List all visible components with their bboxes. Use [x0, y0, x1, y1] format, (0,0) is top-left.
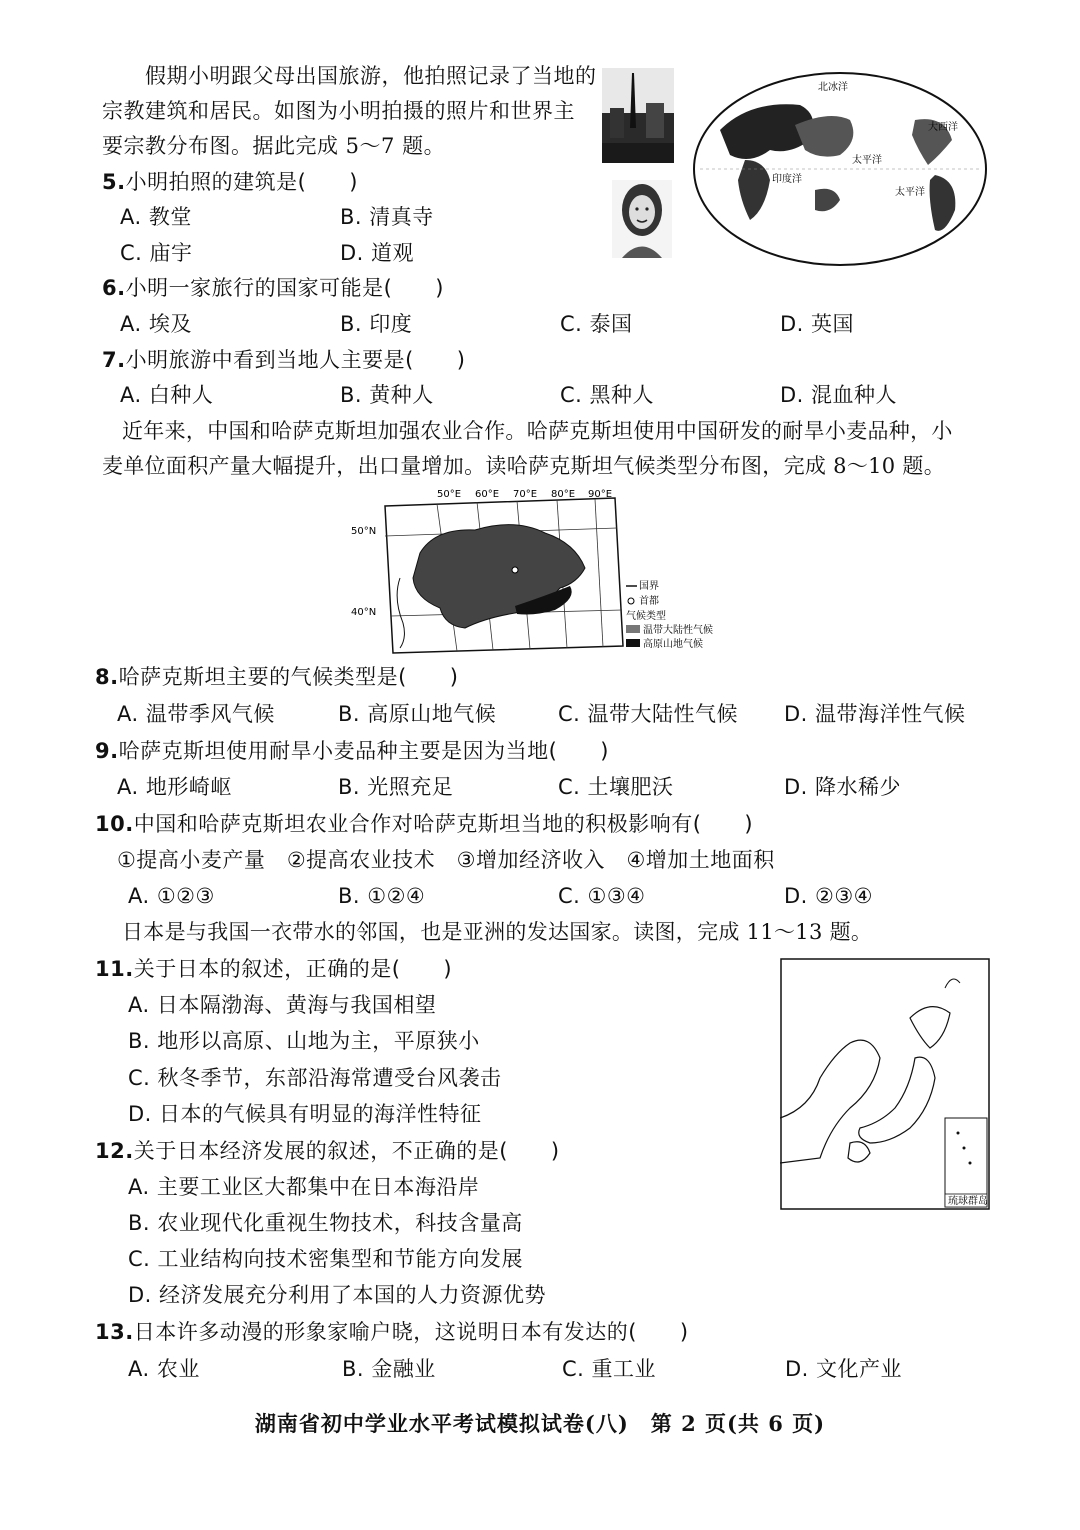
lon-label: 70°E: [513, 489, 538, 500]
question-text: 小明旅游中看到当地人主要是( ): [125, 348, 466, 372]
question-number: 11.: [95, 957, 134, 981]
map-legend: [626, 580, 713, 650]
option[interactable]: C. 温带大陆性气候: [558, 702, 739, 726]
option[interactable]: C. 泰国: [560, 312, 633, 336]
map-label: 太平洋: [852, 155, 882, 166]
intro-line: 宗教建筑和居民。如图为小明拍摄的照片和世界主: [102, 99, 575, 123]
option[interactable]: B. 印度: [340, 312, 413, 336]
option[interactable]: A. 温带季风气候: [117, 702, 275, 726]
question-text: 小明拍照的建筑是( ): [125, 170, 358, 194]
question-text: 日本许多动漫的形象家喻户晓，这说明日本有发达的( ): [133, 1320, 689, 1344]
question-number: 13.: [95, 1320, 134, 1344]
option[interactable]: D. 降水稀少: [784, 775, 902, 799]
option[interactable]: C. 黑种人: [560, 383, 655, 407]
option[interactable]: B. ①②④: [338, 884, 426, 908]
option[interactable]: A. 教堂: [120, 205, 192, 229]
question-9: [95, 737, 609, 765]
option[interactable]: B. 清真寺: [340, 205, 434, 229]
option[interactable]: A. 白种人: [120, 383, 214, 407]
legend-item: 气候类型: [626, 611, 666, 622]
option[interactable]: B. 地形以高原、山地为主，平原狭小: [128, 1029, 480, 1053]
legend-item: 温带大陆性气候: [643, 625, 713, 636]
lon-label: 80°E: [551, 489, 576, 500]
map-label: 太平洋: [895, 187, 925, 198]
resident-photo: [612, 180, 672, 258]
option[interactable]: A. 农业: [128, 1357, 200, 1381]
option[interactable]: B. 高原山地气候: [338, 702, 497, 726]
inset-label: 琉球群岛: [948, 1196, 988, 1207]
lon-label: 50°E: [437, 489, 462, 500]
question-7: [102, 346, 465, 374]
question-text: 中国和哈萨克斯坦农业合作对哈萨克斯坦当地的积极影响有( ): [133, 812, 754, 836]
question-text: 小明一家旅行的国家可能是( ): [125, 276, 444, 300]
option[interactable]: B. 农业现代化重视生物技术，科技含量高: [128, 1211, 523, 1235]
option[interactable]: D. 混血种人: [780, 383, 898, 407]
option[interactable]: C. 庙宇: [120, 241, 193, 265]
question-number: 5.: [102, 170, 126, 194]
statement-items: ①提高小麦产量 ②提高农业技术 ③增加经济收入 ④增加土地面积: [117, 848, 775, 872]
option[interactable]: B. 黄种人: [340, 383, 434, 407]
question-5: [102, 168, 358, 196]
option[interactable]: D. 日本的气候具有明显的海洋性特征: [128, 1102, 482, 1126]
option[interactable]: D. 温带海洋性气候: [784, 702, 966, 726]
option[interactable]: A. 日本隔渤海、黄海与我国相望: [128, 993, 437, 1017]
question-number: 8.: [95, 665, 119, 689]
option[interactable]: D. 经济发展充分利用了本国的人力资源优势: [128, 1283, 547, 1307]
japan-map: [780, 958, 990, 1210]
question-11: [95, 955, 452, 983]
question-text: 关于日本经济发展的叙述，不正确的是( ): [133, 1139, 560, 1163]
question-number: 10.: [95, 812, 134, 836]
world-religion-map: [690, 70, 990, 268]
question-number: 12.: [95, 1139, 134, 1163]
question-number: 6.: [102, 276, 126, 300]
question-8: [95, 663, 458, 691]
option[interactable]: B. 光照充足: [338, 775, 454, 799]
option[interactable]: C. 重工业: [562, 1357, 657, 1381]
intro-line: 麦单位面积产量大幅提升，出口量增加。读哈萨克斯坦气候类型分布图，完成 8～10 题。: [102, 454, 946, 478]
lat-label: 40°N: [351, 607, 377, 618]
kazakhstan-climate-map: [345, 488, 735, 678]
question-10: [95, 810, 753, 838]
option[interactable]: A. 地形崎岖: [117, 775, 232, 799]
lon-label: 60°E: [475, 489, 500, 500]
question-12: [95, 1137, 560, 1165]
option[interactable]: C. 工业结构向技术密集型和节能方向发展: [128, 1247, 524, 1271]
intro-line: 日本是与我国一衣带水的邻国，也是亚洲的发达国家。读图，完成 11～13 题。: [122, 920, 873, 944]
option[interactable]: B. 金融业: [342, 1357, 436, 1381]
legend-item: 首都: [639, 596, 659, 607]
building-photo: [602, 68, 674, 163]
option[interactable]: A. 埃及: [120, 312, 192, 336]
option[interactable]: C. ①③④: [558, 884, 646, 908]
question-number: 9.: [95, 739, 119, 763]
option[interactable]: D. 英国: [780, 312, 855, 336]
question-number: 7.: [102, 348, 126, 372]
lat-label: 50°N: [351, 526, 377, 537]
map-label: 大西洋: [928, 122, 958, 133]
intro-line: 要宗教分布图。据此完成 5～7 题。: [102, 134, 446, 158]
question-text: 哈萨克斯坦使用耐旱小麦品种主要是因为当地( ): [118, 739, 609, 763]
page-footer: 湖南省初中学业水平考试模拟试卷(八) 第 2 页(共 6 页): [254, 1411, 826, 1436]
option[interactable]: D. ②③④: [784, 884, 873, 908]
map-label: 印度洋: [772, 174, 802, 185]
option[interactable]: A. 主要工业区大都集中在日本海沿岸: [128, 1175, 480, 1199]
legend-item: 高原山地气候: [643, 639, 703, 650]
intro-line: 假期小明跟父母出国旅游，他拍照记录了当地的: [145, 64, 597, 88]
option[interactable]: A. ①②③: [128, 884, 215, 908]
option[interactable]: C. 秋冬季节，东部沿海常遭受台风袭击: [128, 1066, 502, 1090]
intro-line: 近年来，中国和哈萨克斯坦加强农业合作。哈萨克斯坦使用中国研发的耐旱小麦品种，小: [122, 419, 953, 443]
option[interactable]: D. 道观: [340, 241, 415, 265]
question-text: 关于日本的叙述，正确的是( ): [133, 957, 453, 981]
question-13: [95, 1318, 689, 1346]
option[interactable]: D. 文化产业: [785, 1357, 903, 1381]
question-text: 哈萨克斯坦主要的气候类型是( ): [118, 665, 459, 689]
option[interactable]: C. 土壤肥沃: [558, 775, 674, 799]
question-6: [102, 274, 444, 302]
legend-item: 国界: [639, 581, 659, 592]
map-label: 北冰洋: [818, 82, 848, 93]
lon-label: 90°E: [588, 489, 613, 500]
